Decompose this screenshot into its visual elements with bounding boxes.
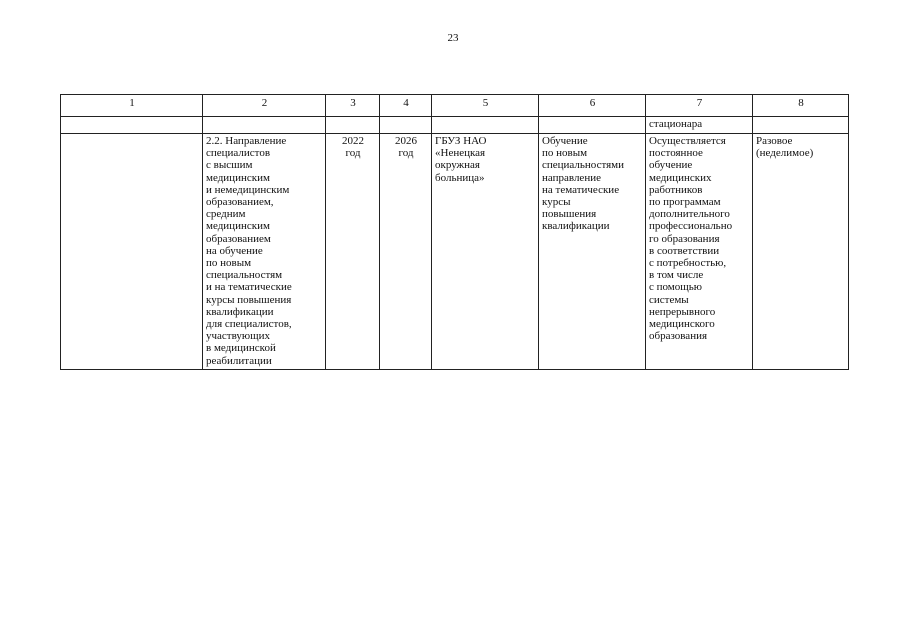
result-cell: Обучение по новым специальностями направление на тематические курсы повышения квалификации [539,134,646,370]
continuation-cell-7: стационара [646,117,753,134]
continuation-cell-3 [326,117,380,134]
type-cell: Разовое (неделимое) [753,134,849,370]
description-cell: Осуществляется постоянное обучение медицинских работников по программам дополнительного профессионально го образования в соответствии с потребностью, в том числе с помощью системы непрерывного медицинского образования [646,134,753,370]
continuation-cell-1 [61,117,203,134]
column-number-1: 1 [61,95,203,117]
column-number-3: 3 [326,95,380,117]
end-year-cell: 2026 год [380,134,432,370]
column-number-row [61,95,849,117]
activity-name-cell: 2.2. Направление специалистов с высшим медицинским и немедицинским образованием, средним медицинским образованием на обучение по новым специальностям и на тематические курсы повышения квалификации для специалистов, участвующих в медицинской реабилитации [203,134,326,370]
activity-table [60,94,849,370]
column-number-4: 4 [380,95,432,117]
continuation-cell-6 [539,117,646,134]
continuation-cell-2 [203,117,326,134]
continuation-cell-4 [380,117,432,134]
page-number: 23 [447,32,459,44]
table-row [61,134,849,370]
column-number-5: 5 [432,95,539,117]
column-number-7: 7 [646,95,753,117]
continuation-cell-8 [753,117,849,134]
column-number-2: 2 [203,95,326,117]
executor-cell: ГБУЗ НАО «Ненецкая окружная больница» [432,134,539,370]
column-number-6: 6 [539,95,646,117]
row-cell-1 [61,134,203,370]
continuation-cell-5 [432,117,539,134]
start-year-cell: 2022 год [326,134,380,370]
continuation-row [61,117,849,134]
column-number-8: 8 [753,95,849,117]
